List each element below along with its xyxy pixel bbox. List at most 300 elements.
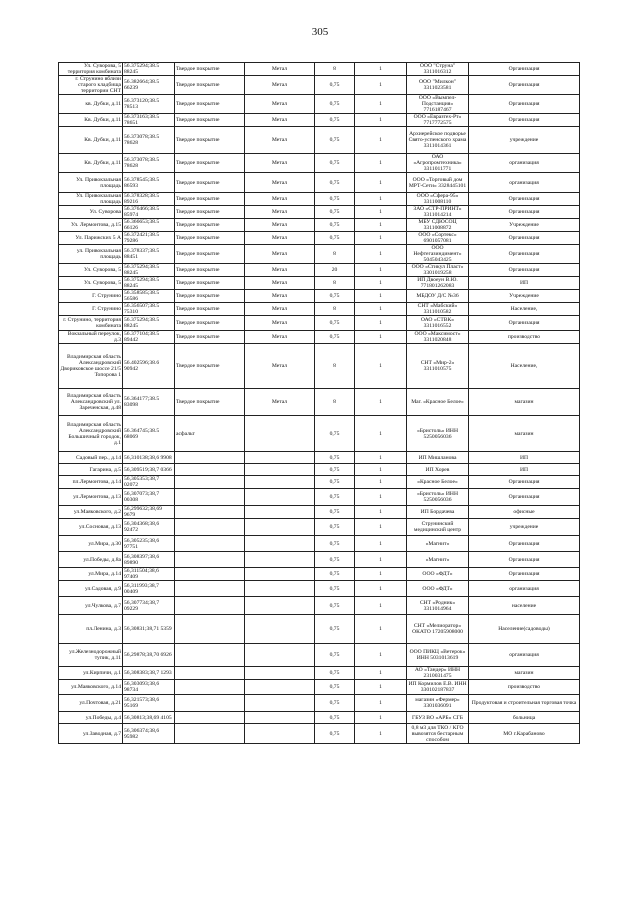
volume-cell: 8 xyxy=(315,344,355,389)
coordinates-cell: 56,306374;38,6 95982 xyxy=(123,724,175,744)
owner-cell: ООО «ФДТ» xyxy=(407,568,469,581)
count-cell: 1 xyxy=(355,331,407,344)
volume-cell: 0,75 xyxy=(315,464,355,476)
type-cell: Организация xyxy=(469,63,580,76)
volume-cell: 0,75 xyxy=(315,95,355,114)
count-cell: 1 xyxy=(355,680,407,695)
coordinates-cell: 56.375294;38.5 88245 xyxy=(123,63,175,76)
owner-cell: ИП Бордачева xyxy=(407,506,469,519)
cover-cell: Твердое покрытие xyxy=(175,95,245,114)
type-cell: производство xyxy=(469,331,580,344)
volume-cell: 8 xyxy=(315,277,355,290)
count-cell: 1 xyxy=(355,127,407,154)
type-cell: Население, xyxy=(469,344,580,389)
table-row xyxy=(59,316,580,331)
volume-cell: 0,75 xyxy=(315,219,355,232)
count-cell: 1 xyxy=(355,695,407,712)
table-row xyxy=(59,536,580,552)
volume-cell: 0,75 xyxy=(315,154,355,173)
cover-cell: Твердое покрытие xyxy=(175,264,245,277)
cover-cell xyxy=(175,452,245,464)
address-cell: Владимирская область Александровский ул. Зареченская, д.48 xyxy=(59,389,123,416)
table-row xyxy=(59,464,580,476)
owner-cell: ООО ПИКЦ «Ветерок» ИНН 5031013619 xyxy=(407,644,469,667)
material-cell xyxy=(245,568,315,581)
count-cell: 1 xyxy=(355,219,407,232)
volume-cell: 0,75 xyxy=(315,114,355,127)
owner-cell: СНТ «Родник» 3311014964 xyxy=(407,597,469,615)
material-cell: Метал xyxy=(245,316,315,331)
material-cell xyxy=(245,581,315,597)
volume-cell: 0,75 xyxy=(315,76,355,95)
cover-cell xyxy=(175,519,245,536)
type-cell: организация xyxy=(469,154,580,173)
coordinates-cell: 56.373078;38.5 78628 xyxy=(123,154,175,173)
address-cell: Ул. Парижских 5 А xyxy=(59,232,123,245)
count-cell: 1 xyxy=(355,597,407,615)
table-body xyxy=(59,63,580,744)
cover-cell: Твердое покрытие xyxy=(175,173,245,193)
volume-cell: 0,75 xyxy=(315,615,355,644)
address-cell: ул.Садовая, д.9 xyxy=(59,581,123,597)
owner-cell: ООО «Торговый дом МРТ-Сети» 3328445101 xyxy=(407,173,469,193)
owner-cell: ООО «Вымпел-Подстанция» 7716187467 xyxy=(407,95,469,114)
owner-cell: ГБУЗ ВО «АРБ» СГБ xyxy=(407,712,469,724)
table-row xyxy=(59,667,580,680)
owner-cell: ООО Нефтегазиндимент» 5045043425 xyxy=(407,245,469,264)
owner-cell: ЗАО «СТР-ПРИНТ» 3311014214 xyxy=(407,206,469,219)
address-cell: Г. Струнино xyxy=(59,290,123,303)
material-cell xyxy=(245,476,315,489)
type-cell: организация xyxy=(469,644,580,667)
table-row xyxy=(59,245,580,264)
owner-cell: ООО «Максимост» 3311020848 xyxy=(407,331,469,344)
type-cell: Продуктовая и строительная торговая точка xyxy=(469,695,580,712)
table-row xyxy=(59,680,580,695)
count-cell: 1 xyxy=(355,489,407,506)
type-cell: Организация xyxy=(469,316,580,331)
coordinates-cell: 56,304368;38,6 92472 xyxy=(123,519,175,536)
volume-cell: 0,75 xyxy=(315,552,355,568)
owner-cell: «Магнит» xyxy=(407,536,469,552)
count-cell: 1 xyxy=(355,552,407,568)
count-cell: 1 xyxy=(355,536,407,552)
cover-cell xyxy=(175,506,245,519)
table-row xyxy=(59,644,580,667)
address-cell: Кв. Дубки, д.11 xyxy=(59,127,123,154)
address-cell: Ул. Суворова, 5 территория комбината xyxy=(59,63,123,76)
address-cell: ул.Кирпичн, д.1 xyxy=(59,667,123,680)
count-cell: 1 xyxy=(355,264,407,277)
coordinates-cell: 56.375294;38.5 88245 xyxy=(123,277,175,290)
owner-cell: ИП Кормилов Е.В. ИНН 330102187837 xyxy=(408,681,467,693)
cover-cell xyxy=(175,476,245,489)
cover-cell xyxy=(175,536,245,552)
material-cell: Метал xyxy=(245,303,315,316)
table-row xyxy=(59,95,580,114)
owner-cell: магазин «Фермер» 3301036091 xyxy=(407,695,469,712)
material-cell xyxy=(245,552,315,568)
owner-cell: 0,8 м3 для ТКО / КГО вывозятся бестарным способом xyxy=(407,724,469,744)
volume-cell: 0,75 xyxy=(315,193,355,206)
cover-cell xyxy=(175,680,245,695)
table-row xyxy=(59,264,580,277)
address-cell: ул.Железнодорожный тупик, д.11 xyxy=(59,644,123,667)
type-cell: Организация xyxy=(469,193,580,206)
cover-cell: Твердое покрытие xyxy=(175,193,245,206)
material-cell: Метал xyxy=(245,63,315,76)
owner-cell: ООО «Сфера-95» 3311008110 xyxy=(407,193,469,206)
table-row xyxy=(59,344,580,389)
material-cell: Метал xyxy=(245,173,315,193)
cover-cell xyxy=(175,568,245,581)
table-row xyxy=(59,63,580,76)
address-cell: Г. Струнино xyxy=(59,303,123,316)
cover-cell: Твердое покрытие xyxy=(175,389,245,416)
address-cell: кв. Дубки, д.11 xyxy=(59,95,123,114)
count-cell: 1 xyxy=(355,173,407,193)
address-cell: г. Струнино вблизи старого кладбища территории СНТ xyxy=(59,76,123,95)
count-cell: 1 xyxy=(355,303,407,316)
type-cell: магазин xyxy=(469,667,580,680)
type-cell: Организация xyxy=(469,536,580,552)
count-cell: 1 xyxy=(355,277,407,290)
volume-cell: 0,75 xyxy=(315,316,355,331)
coordinates-cell: 56,30813;38,69 4105 xyxy=(123,712,175,724)
table-row xyxy=(59,277,580,290)
owner-cell: ИП Двоеун В.Ю. 771801262083 xyxy=(407,277,469,290)
material-cell: Метал xyxy=(245,331,315,344)
type-cell: Организация xyxy=(469,264,580,277)
type-cell: население xyxy=(469,597,580,615)
owner-cell: ОАО «Агропромтехника» 3311011771 xyxy=(407,154,469,173)
volume-cell: 8 xyxy=(315,63,355,76)
coordinates-cell: 56,308383;38,7 1293 xyxy=(123,667,175,680)
volume-cell: 0,75 xyxy=(315,206,355,219)
address-cell: пл.Ленина, д.3 xyxy=(59,615,123,644)
count-cell: 1 xyxy=(355,290,407,303)
volume-cell: 0,75 xyxy=(315,724,355,744)
material-cell xyxy=(245,489,315,506)
count-cell: 1 xyxy=(355,154,407,173)
volume-cell: 0,75 xyxy=(315,416,355,452)
table-row xyxy=(59,695,580,712)
container-sites-table xyxy=(58,62,580,744)
material-cell xyxy=(245,644,315,667)
table-row xyxy=(59,568,580,581)
type-cell: магазин xyxy=(469,416,580,452)
type-cell: Организация xyxy=(469,476,580,489)
count-cell: 1 xyxy=(355,63,407,76)
count-cell: 1 xyxy=(355,206,407,219)
material-cell: Метал xyxy=(245,76,315,95)
coordinates-cell: 56,305353;38,7 02072 xyxy=(123,476,175,489)
coordinates-cell: 56.364745;38.5 68069 xyxy=(123,416,175,452)
material-cell: Метал xyxy=(245,193,315,206)
count-cell: 1 xyxy=(355,581,407,597)
address-cell: ул.Чулкова, д.7 xyxy=(59,597,123,615)
address-cell: Ул. Суворова xyxy=(59,206,123,219)
table-row xyxy=(59,724,580,744)
cover-cell xyxy=(175,712,245,724)
material-cell: Метал xyxy=(245,290,315,303)
count-cell: 1 xyxy=(355,316,407,331)
owner-cell: Архиерейское подворье Свято-успенского храма 3311014361 xyxy=(407,127,469,154)
count-cell: 1 xyxy=(355,76,407,95)
coordinates-cell: 56.364177;38.5 83098 xyxy=(123,389,175,416)
material-cell xyxy=(245,680,315,695)
address-cell: Ул. Привокзальная площадь xyxy=(59,173,123,193)
address-cell: Ул. Привокзальная площадь xyxy=(59,193,123,206)
coordinates-cell: 56,321573;38,6 95169 xyxy=(123,695,175,712)
table-row xyxy=(59,193,580,206)
owner-cell: Маг. «Красное Белое» xyxy=(407,389,469,416)
table-row xyxy=(59,519,580,536)
coordinates-cell: 56.373120;38.5 78513 xyxy=(123,95,175,114)
material-cell xyxy=(245,695,315,712)
count-cell: 1 xyxy=(355,568,407,581)
coordinates-cell: 56,29878;38,70 6926 xyxy=(123,644,175,667)
coordinates-cell: 56,309519;38,7 0366 xyxy=(123,464,175,476)
address-cell: ул.Маяковского, д.14 xyxy=(59,680,123,695)
table-row xyxy=(59,416,580,452)
cover-cell xyxy=(175,489,245,506)
table-row xyxy=(59,219,580,232)
type-cell: ИП xyxy=(469,464,580,476)
table-row xyxy=(59,581,580,597)
type-cell: офисные xyxy=(469,506,580,519)
coordinates-cell: 56.402596;38.6 90942 xyxy=(123,344,175,389)
material-cell xyxy=(245,712,315,724)
address-cell: ул.Мира, д.14 xyxy=(59,568,123,581)
type-cell: МО г.Карабаново xyxy=(469,724,580,744)
cover-cell xyxy=(175,581,245,597)
cover-cell: Твердое покрытие xyxy=(175,206,245,219)
table-row xyxy=(59,173,580,193)
address-cell: Владимирская область Александровский Большичный городок, д.1 xyxy=(59,416,123,452)
coordinates-cell: 56.376466;38.5 85974 xyxy=(123,206,175,219)
count-cell: 1 xyxy=(355,389,407,416)
material-cell xyxy=(245,615,315,644)
material-cell: Метал xyxy=(245,344,315,389)
type-cell: организация xyxy=(469,581,580,597)
volume-cell: 0,75 xyxy=(315,695,355,712)
coordinates-cell: 56.356507;38.5 75310 xyxy=(123,303,175,316)
coordinates-cell: 56.378328;38.5 89216 xyxy=(123,193,175,206)
type-cell: Организация xyxy=(469,552,580,568)
coordinates-cell: 56,307073;38,7 00308 xyxy=(123,489,175,506)
table-row xyxy=(59,506,580,519)
type-cell: Учреждение xyxy=(469,219,580,232)
address-cell: Кв. Дубки, д.11 xyxy=(59,154,123,173)
type-cell: производство xyxy=(469,680,580,695)
table-row xyxy=(59,476,580,489)
volume-cell: 0,75 xyxy=(315,506,355,519)
coordinates-cell: 56,30831;38,71 5359 xyxy=(123,615,175,644)
type-cell: ИП xyxy=(469,277,580,290)
count-cell: 1 xyxy=(355,416,407,452)
volume-cell: 0,75 xyxy=(315,667,355,680)
count-cell: 1 xyxy=(355,95,407,114)
material-cell: Метал xyxy=(245,277,315,290)
material-cell: Метал xyxy=(245,127,315,154)
count-cell: 1 xyxy=(355,452,407,464)
address-cell: Владимирская область Александровский Двориковское шоссе 21/5 Топорова 1 xyxy=(59,344,123,389)
material-cell: Метал xyxy=(245,232,315,245)
table-row xyxy=(59,331,580,344)
material-cell xyxy=(245,597,315,615)
coordinates-cell: 56.378545;38.5 86593 xyxy=(123,173,175,193)
volume-cell: 0,75 xyxy=(315,489,355,506)
material-cell xyxy=(245,464,315,476)
coordinates-cell: 56,307734;38,7 09229 xyxy=(123,597,175,615)
volume-cell: 20 xyxy=(315,264,355,277)
owner-cell: «Бристоль» ИНН 5250056036 xyxy=(407,416,469,452)
count-cell: 1 xyxy=(355,232,407,245)
coordinates-cell: 56.377104;38.5 89442 xyxy=(123,331,175,344)
table-row xyxy=(59,712,580,724)
cover-cell xyxy=(175,724,245,744)
coordinates-cell: 56,310138;38,6 9908 xyxy=(123,452,175,464)
count-cell: 1 xyxy=(355,464,407,476)
owner-cell: ООО "Струна" 3311016312 xyxy=(407,63,469,76)
material-cell: Метал xyxy=(245,154,315,173)
type-cell: организация xyxy=(469,173,580,193)
cover-cell: Твердое покрытие xyxy=(175,316,245,331)
count-cell: 1 xyxy=(355,712,407,724)
type-cell: магазин xyxy=(469,389,580,416)
owner-cell: «Красное Белое» xyxy=(407,476,469,489)
owner-cell: АО «Тандер» ИНН 2310031475 xyxy=(407,667,469,680)
volume-cell: 8 xyxy=(315,389,355,416)
owner-cell: СНТ «Мелиоратор» ОКАТО 17205908000 xyxy=(407,615,469,644)
owner-cell: ООО «Евразтех-Рт» 7717772575 xyxy=(407,114,469,127)
address-cell: ул.Заводная, д.7 xyxy=(59,724,123,744)
coordinates-cell: 56.375294;38.5 88245 xyxy=(123,264,175,277)
type-cell: Организация xyxy=(469,232,580,245)
address-cell: г. Струнино, территория комбината xyxy=(59,316,123,331)
cover-cell xyxy=(175,644,245,667)
owner-cell: Струнинский медицинский центр xyxy=(407,519,469,536)
count-cell: 1 xyxy=(355,114,407,127)
count-cell: 1 xyxy=(355,519,407,536)
type-cell: Организация xyxy=(469,568,580,581)
cover-cell: Твердое покрытие xyxy=(175,245,245,264)
table-row xyxy=(59,489,580,506)
count-cell: 1 xyxy=(355,344,407,389)
table-row xyxy=(59,303,580,316)
cover-cell: Твердое покрытие xyxy=(175,63,245,76)
address-cell: ул.Победы, д.8а xyxy=(59,552,123,568)
material-cell: Метал xyxy=(245,95,315,114)
address-cell: ул.Лермонтова, д.13 xyxy=(59,489,123,506)
table-row xyxy=(59,154,580,173)
volume-cell: 0,75 xyxy=(315,568,355,581)
type-cell: больница xyxy=(469,712,580,724)
address-cell: ул.Почтовая, д.21 xyxy=(59,695,123,712)
table-row xyxy=(59,114,580,127)
material-cell xyxy=(245,724,315,744)
count-cell: 1 xyxy=(355,476,407,489)
table-row xyxy=(59,615,580,644)
table-row xyxy=(59,452,580,464)
owner-cell: МБДОУ Д/С №36 xyxy=(407,290,469,303)
coordinates-cell: 56.358585;38.5 56586 xyxy=(123,290,175,303)
address-cell: Гагарина, д.5 xyxy=(59,464,123,476)
type-cell: Население, xyxy=(469,303,580,316)
volume-cell: 0,75 xyxy=(315,331,355,344)
owner-cell: МБУ СДЮСОЦ 3311008872 xyxy=(407,219,469,232)
owner-cell: «Магнит» xyxy=(407,552,469,568)
coordinates-cell: 56,299632;38,69 9679 xyxy=(123,506,175,519)
cover-cell xyxy=(175,667,245,680)
cover-cell xyxy=(175,597,245,615)
volume-cell: 0,75 xyxy=(315,173,355,193)
material-cell: Метал xyxy=(245,206,315,219)
address-cell: ул.Маяковского, д.2 xyxy=(59,506,123,519)
address-cell: Вокзальный переулок, д.3 xyxy=(59,331,123,344)
coordinates-cell: 56.382664;38.5 66239 xyxy=(123,76,175,95)
address-cell: Ул. Лермонтова, д.15 xyxy=(59,219,123,232)
cover-cell xyxy=(175,615,245,644)
volume-cell: 0,75 xyxy=(315,476,355,489)
volume-cell: 0,75 xyxy=(315,712,355,724)
volume-cell: 0,75 xyxy=(315,644,355,667)
coordinates-cell: 56.378337;38.5 88451 xyxy=(123,245,175,264)
table-row xyxy=(59,127,580,154)
count-cell: 1 xyxy=(355,193,407,206)
owner-cell: ИП Хорев xyxy=(407,464,469,476)
owner-cell: ООО "Милкон" 3311023581 xyxy=(407,76,469,95)
type-cell: Организация xyxy=(469,95,580,114)
table-row xyxy=(59,232,580,245)
coordinates-cell: 56.373163;38.5 78651 xyxy=(123,114,175,127)
cover-cell: Твердое покрытие xyxy=(175,76,245,95)
cover-cell: асфальт xyxy=(175,416,245,452)
coordinates-cell: 56,311993;38,7 00409 xyxy=(123,581,175,597)
type-cell: ИП xyxy=(469,452,580,464)
owner-cell: ООО «Стикул Пласт» 3301019258 xyxy=(407,264,469,277)
material-cell: Метал xyxy=(245,389,315,416)
volume-cell: 0,75 xyxy=(315,127,355,154)
coordinates-cell: 56,308397;38,6 89890 xyxy=(123,552,175,568)
volume-cell: 0,75 xyxy=(315,232,355,245)
address-cell: ул.Победы, д.4 xyxy=(59,712,123,724)
owner-cell: ООО «ФДТ» xyxy=(407,581,469,597)
coordinates-cell: 56,303093;38,6 98734 xyxy=(123,680,175,695)
type-cell: учреждение xyxy=(469,127,580,154)
volume-cell: 0,75 xyxy=(315,680,355,695)
cover-cell: Твердое покрытие xyxy=(175,219,245,232)
volume-cell: 0,75 xyxy=(315,290,355,303)
type-cell: Организация xyxy=(469,489,580,506)
owner-cell: ООО «Сортекс» 6901057081 xyxy=(407,232,469,245)
cover-cell: Твердое покрытие xyxy=(175,290,245,303)
volume-cell: 0,75 xyxy=(315,581,355,597)
address-cell: Ул. Суворова, 5 xyxy=(59,277,123,290)
coordinates-cell: 56,305235;38,6 97751 xyxy=(123,536,175,552)
type-cell: Население(садоводы) xyxy=(469,615,580,644)
address-cell: ул.Мира, д.30 xyxy=(59,536,123,552)
coordinates-cell: 56.373078;38.5 78628 xyxy=(123,127,175,154)
cover-cell xyxy=(175,695,245,712)
owner-cell: СНТ «Мабский» 3311010582 xyxy=(407,303,469,316)
material-cell xyxy=(245,452,315,464)
count-cell: 1 xyxy=(355,615,407,644)
cover-cell: Твердое покрытие xyxy=(175,232,245,245)
table-row xyxy=(59,206,580,219)
type-cell: Учреждение xyxy=(469,290,580,303)
